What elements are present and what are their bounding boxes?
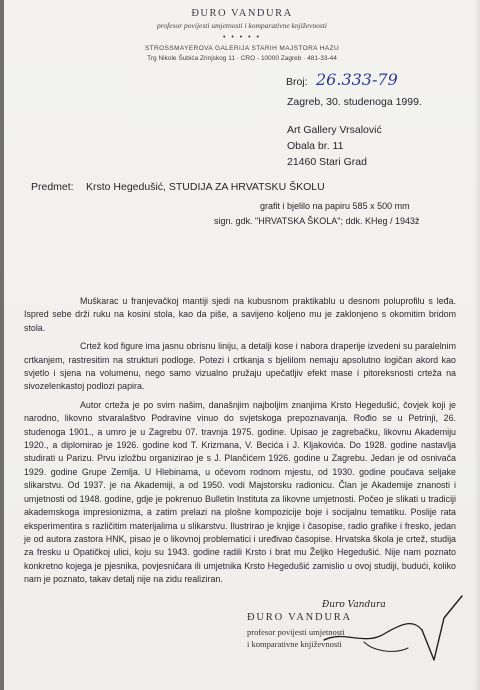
letterhead-institution: STROSSMAYEROVA GALERIJA STARIH MAJSTORA HAZU xyxy=(144,45,340,52)
page-edge-shadow xyxy=(474,0,480,690)
stamp-line-1: profesor povijesti umjetnosti xyxy=(247,627,345,637)
handwritten-name: Đuro Vandura xyxy=(322,600,386,610)
recipient-line-2: Obala br. 11 xyxy=(287,140,344,152)
letter-body xyxy=(24,295,456,592)
letterhead-address: Trg Nikole Šubića Zrinjskog 11 · CRO - 10000 Zagreb · 481-33-44 xyxy=(147,55,337,62)
stamp-line-2: i komparativne književnosti xyxy=(247,639,342,649)
letterhead-dots: • • • • • xyxy=(222,34,262,41)
paragraph-biography: Autor crteža je po svim našim, današnjim najboljim znanjima Krsto Hegedušić, čovjek koji je narodno, likovno stvaralaštvo Podravine vinuo do svjetskoga prepoznavanja. Rođio se u Petrinji, 26. studenoga 1901., a umro je u Zagrebu 07. travnja 1975. godine. Upisao je zagrebačku, likovnu Akademiju 1920., a diplomirao je 1926. godine kod T. Krizmana, V. Becića i J. Kljakovića. Do 1928. godine nastavlja studirati u Parizu. Prvu izložbu organizirao je s J. Plančićem 1926. godine u Zagrebu. Jedan je od osnivača 1929. godine Grupe Zemlja. U Hlebinama, u očevom rodnom mjestu, od 1930. godine poučava seljake slikarstvu. Od 1937. je na Akademiji, a od 1950. vodi Majstorsku radionicu. Član je Akademije znanosti i umjetnosti od 1948. godine, gdje je pokrenuo Bulletin Instituta za likovne umjetnosti. Počeo je slikati u tradiciji akademskoga impresionizma, a zatim prelazi na plošne kompozicije boje i socijalnu tematiku. Poslije rata eksperimentira s različitim materijalima u slikarstvu. Ilustrirao je knjige i časopise, radio grafike i fresko, jedan je od autora zastora HNK, pisao je o likovnoj problematici i uređivao časopise. Hrvatska škola je crtež, studija za fresku u Opatičkoj ulici, koju su 1943. godine radili Krsto i brat mu Željko Hegedušić. Nije nam poznato konkretno kojega je pjesnika, povjesničara ili umjetnika Krsto Hegedušić zamislio u ovoj studiji, budući, koliko nam je poznato, takav detalj nije na zidu realiziran. xyxy=(24,399,456,585)
reference-number: 26.333-79 xyxy=(316,70,398,89)
paragraph-technique: Crtež kod figure ima jasnu obrisnu liniju, a detalji kose i nabora draperije izvedeni su paralelnim crtkanjem, rastresitim na strukturi podloge. Potezi i crtkanja s bjelilom nemaju apsolutno logičan akord kao svjetlo i sjena na volumenu, nego samo vizualno pružaju upečatljiv efekt mase i pitoreksnosti crteža na sivozelenkastoj podlozi papira. xyxy=(24,341,456,392)
signature-scribble xyxy=(304,590,474,670)
subject-text: Krsto Hegedušić, STUDIJA ZA HRVATSKU ŠKOLU xyxy=(86,181,325,193)
date-line: Zagreb, 30. studenoga 1999. xyxy=(287,96,422,108)
stamp-name: ĐURO VANDURA xyxy=(247,612,352,623)
letterhead-name: ĐURO VANDURA xyxy=(191,8,293,19)
letterhead-subtitle: profesor povijesti umjetnosti i komparativne književnosti xyxy=(157,21,327,30)
subject-label: Predmet: xyxy=(31,181,74,193)
paragraph-description: Muškarac u franjevačkoj mantiji sjedi na kubusnom praktikablu u desnom poluprofilu s leđa. Ispred sebe drži ruku na kosini stola, kao da piše, a savijeno koljeno mu je zaklonjeno s okomitim bridom stola. xyxy=(24,296,456,333)
reference-label: Broj: xyxy=(286,76,308,88)
recipient-line-3: 21460 Stari Grad xyxy=(287,156,367,168)
subject-signature-note: sign. gdk. "HRVATSKA ŠKOLA"; ddk. KHeg / 1943ž xyxy=(214,216,420,226)
subject-technique: grafit i bjelilo na papiru 585 x 500 mm xyxy=(260,201,410,211)
letter-page xyxy=(4,0,480,690)
recipient-line-1: Art Gallery Vrsalović xyxy=(287,124,382,136)
